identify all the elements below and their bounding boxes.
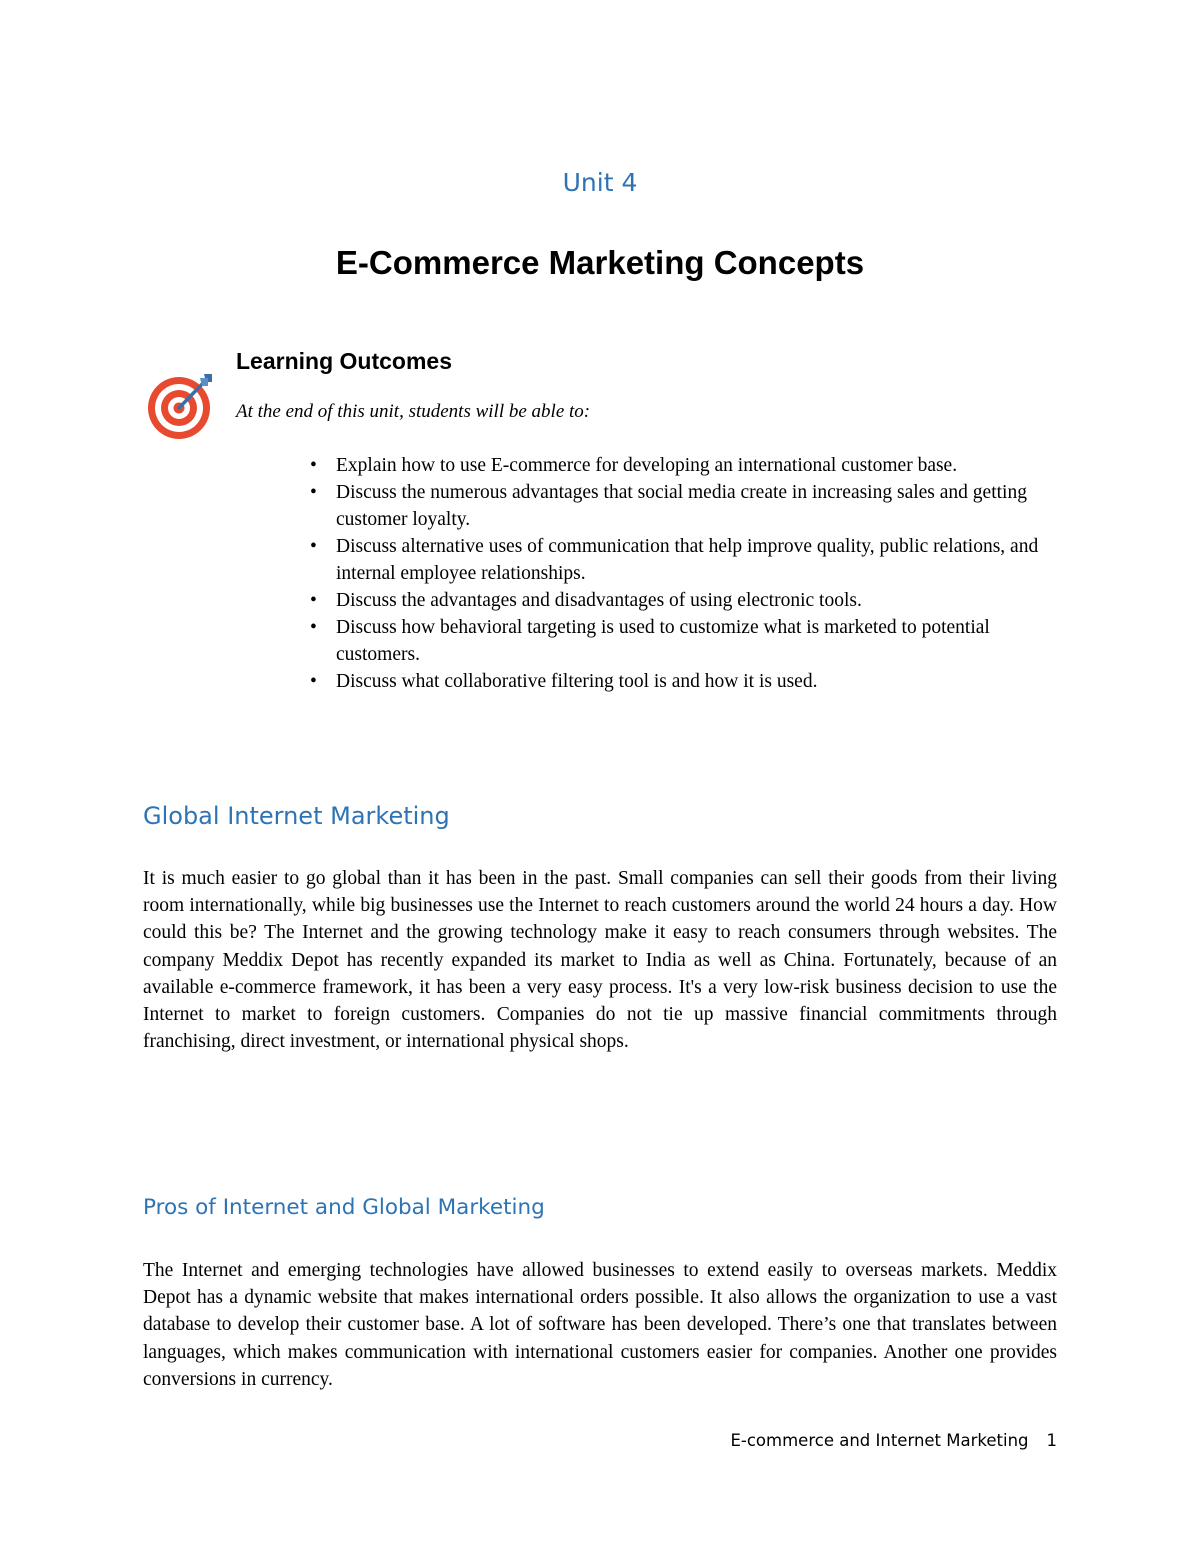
learning-outcomes-list [310,452,1076,695]
unit-label: Unit 4 [562,168,638,197]
document-title: E-Commerce Marketing Concepts [335,244,865,281]
paragraph-global-internet-marketing: It is much easier to go global than it has been in the past. Small companies can sell their goods from their living room internationally, while big businesses use the Internet to reach customers around the world 24 hours a day. How could this be? The Internet and the growing technology make it easy to reach consumers through websites. The company Meddix Depot has recently expanded its market to India as well as China. Fortunately, because of an available e-commerce framework, it has been a very easy process. It's a very low-risk business decision to use the Internet to market to foreign customers. Companies do not tie up massive financial commitments through franchising, direct investment, or international physical shops. [143,868,1057,1053]
section-heading-pros: Pros of Internet and Global Marketing [143,1195,545,1220]
bullet: • [310,455,317,476]
paragraph-pros: The Internet and emerging technologies have allowed businesses to extend easily to overseas markets. Meddix Depot has a dynamic website that makes international orders possible. It also allows the organization to use a vast database to develop their customer base. A lot of software has been developed. There’s one that translates between languages, which makes communication with international customers easier for companies. Another one provides conversions in currency. [143,1260,1057,1390]
page-footer [730,1431,1057,1450]
list-item-text: Discuss the advantages and disadvantages of using electronic tools. [336,590,862,611]
list-item [310,452,1076,479]
list-item-text: Discuss what collaborative filtering tool is and how it is used. [336,671,818,692]
list-item [310,587,1076,614]
list-item [310,668,1076,695]
list-item [310,479,1076,533]
list-item [310,533,1076,587]
bullet: • [310,482,317,503]
bullet: • [310,617,317,638]
bullet: • [310,671,317,692]
list-item-text: Discuss the numerous advantages that social media create in increasing sales and getting customer loyalty. [336,482,1027,530]
target-icon [146,370,216,440]
list-item-text: Discuss how behavioral targeting is used to customize what is marketed to potential customers. [336,617,990,665]
list-item-text: Explain how to use E-commerce for developing an international customer base. [336,455,958,476]
footer-text: E-commerce and Internet Marketing [730,1431,1029,1450]
list-item [310,614,1076,668]
bullet: • [310,536,317,557]
page-number: 1 [1046,1431,1057,1450]
list-item-text: Discuss alternative uses of communication that help improve quality, public relations, and internal employee relationships. [336,536,1039,584]
learning-outcomes-heading: Learning Outcomes [236,348,452,374]
learning-outcomes-intro: At the end of this unit, students will be able to: [236,401,591,422]
bullet: • [310,590,317,611]
section-heading-global-internet-marketing: Global Internet Marketing [143,802,450,830]
